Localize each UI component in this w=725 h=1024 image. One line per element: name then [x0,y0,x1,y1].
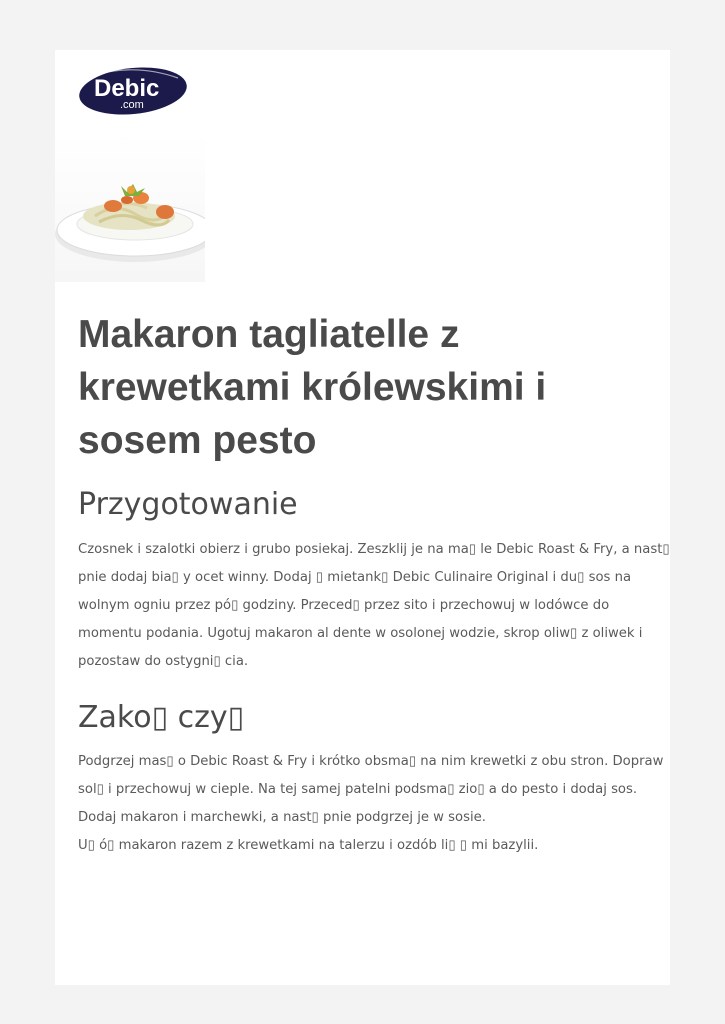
finish-paragraph-2: Dodaj makaron i marchewki, a nast▯ pnie podgrzej je w sosie. [78,810,486,825]
debic-logo[interactable] [78,66,188,116]
finish-paragraph-3: U▯ ó▯ makaron razem z krewetkami na talerzu i ozdób li▯ ▯ mi bazylii. [78,838,539,853]
logo-wordmark: Debic [94,75,160,102]
document-page [55,50,670,985]
logo-suffix: .com [120,99,144,111]
page-title: Makaron tagliatelle z krewetkami królewskimi i sosem pesto [78,313,547,462]
preparation-paragraph: Czosnek i szalotki obierz i grubo posiekaj. Zeszklij je na ma▯ le Debic Roast & Fry, a nast▯ pnie dodaj bia▯ y ocet winny. Dodaj ▯ mietank▯ Debic Culinaire Original i du▯ sos na wolnym ogniu przez pó▯ godziny. Przeced▯ przez sito i przechowuj w lodówce do momentu podania. Ugotuj makaron al dente w osolonej wodzie, skrop oliw▯ z oliwek i pozostaw do ostygni▯ cia. [78,542,670,669]
section-heading-preparation: Przygotowanie [78,487,298,522]
section-heading-finish: Zako▯ czy▯ [78,700,245,735]
finish-paragraph-1: Podgrzej mas▯ o Debic Roast & Fry i krótko obsma▯ na nim krewetki z obu stron. Dopraw sol▯ i przechowuj w cieple. Na tej samej patelni podsma▯ zio▯ a do pesto i dodaj sos. [78,754,664,797]
recipe-image [55,132,205,282]
finish-paragraphs [78,748,670,860]
